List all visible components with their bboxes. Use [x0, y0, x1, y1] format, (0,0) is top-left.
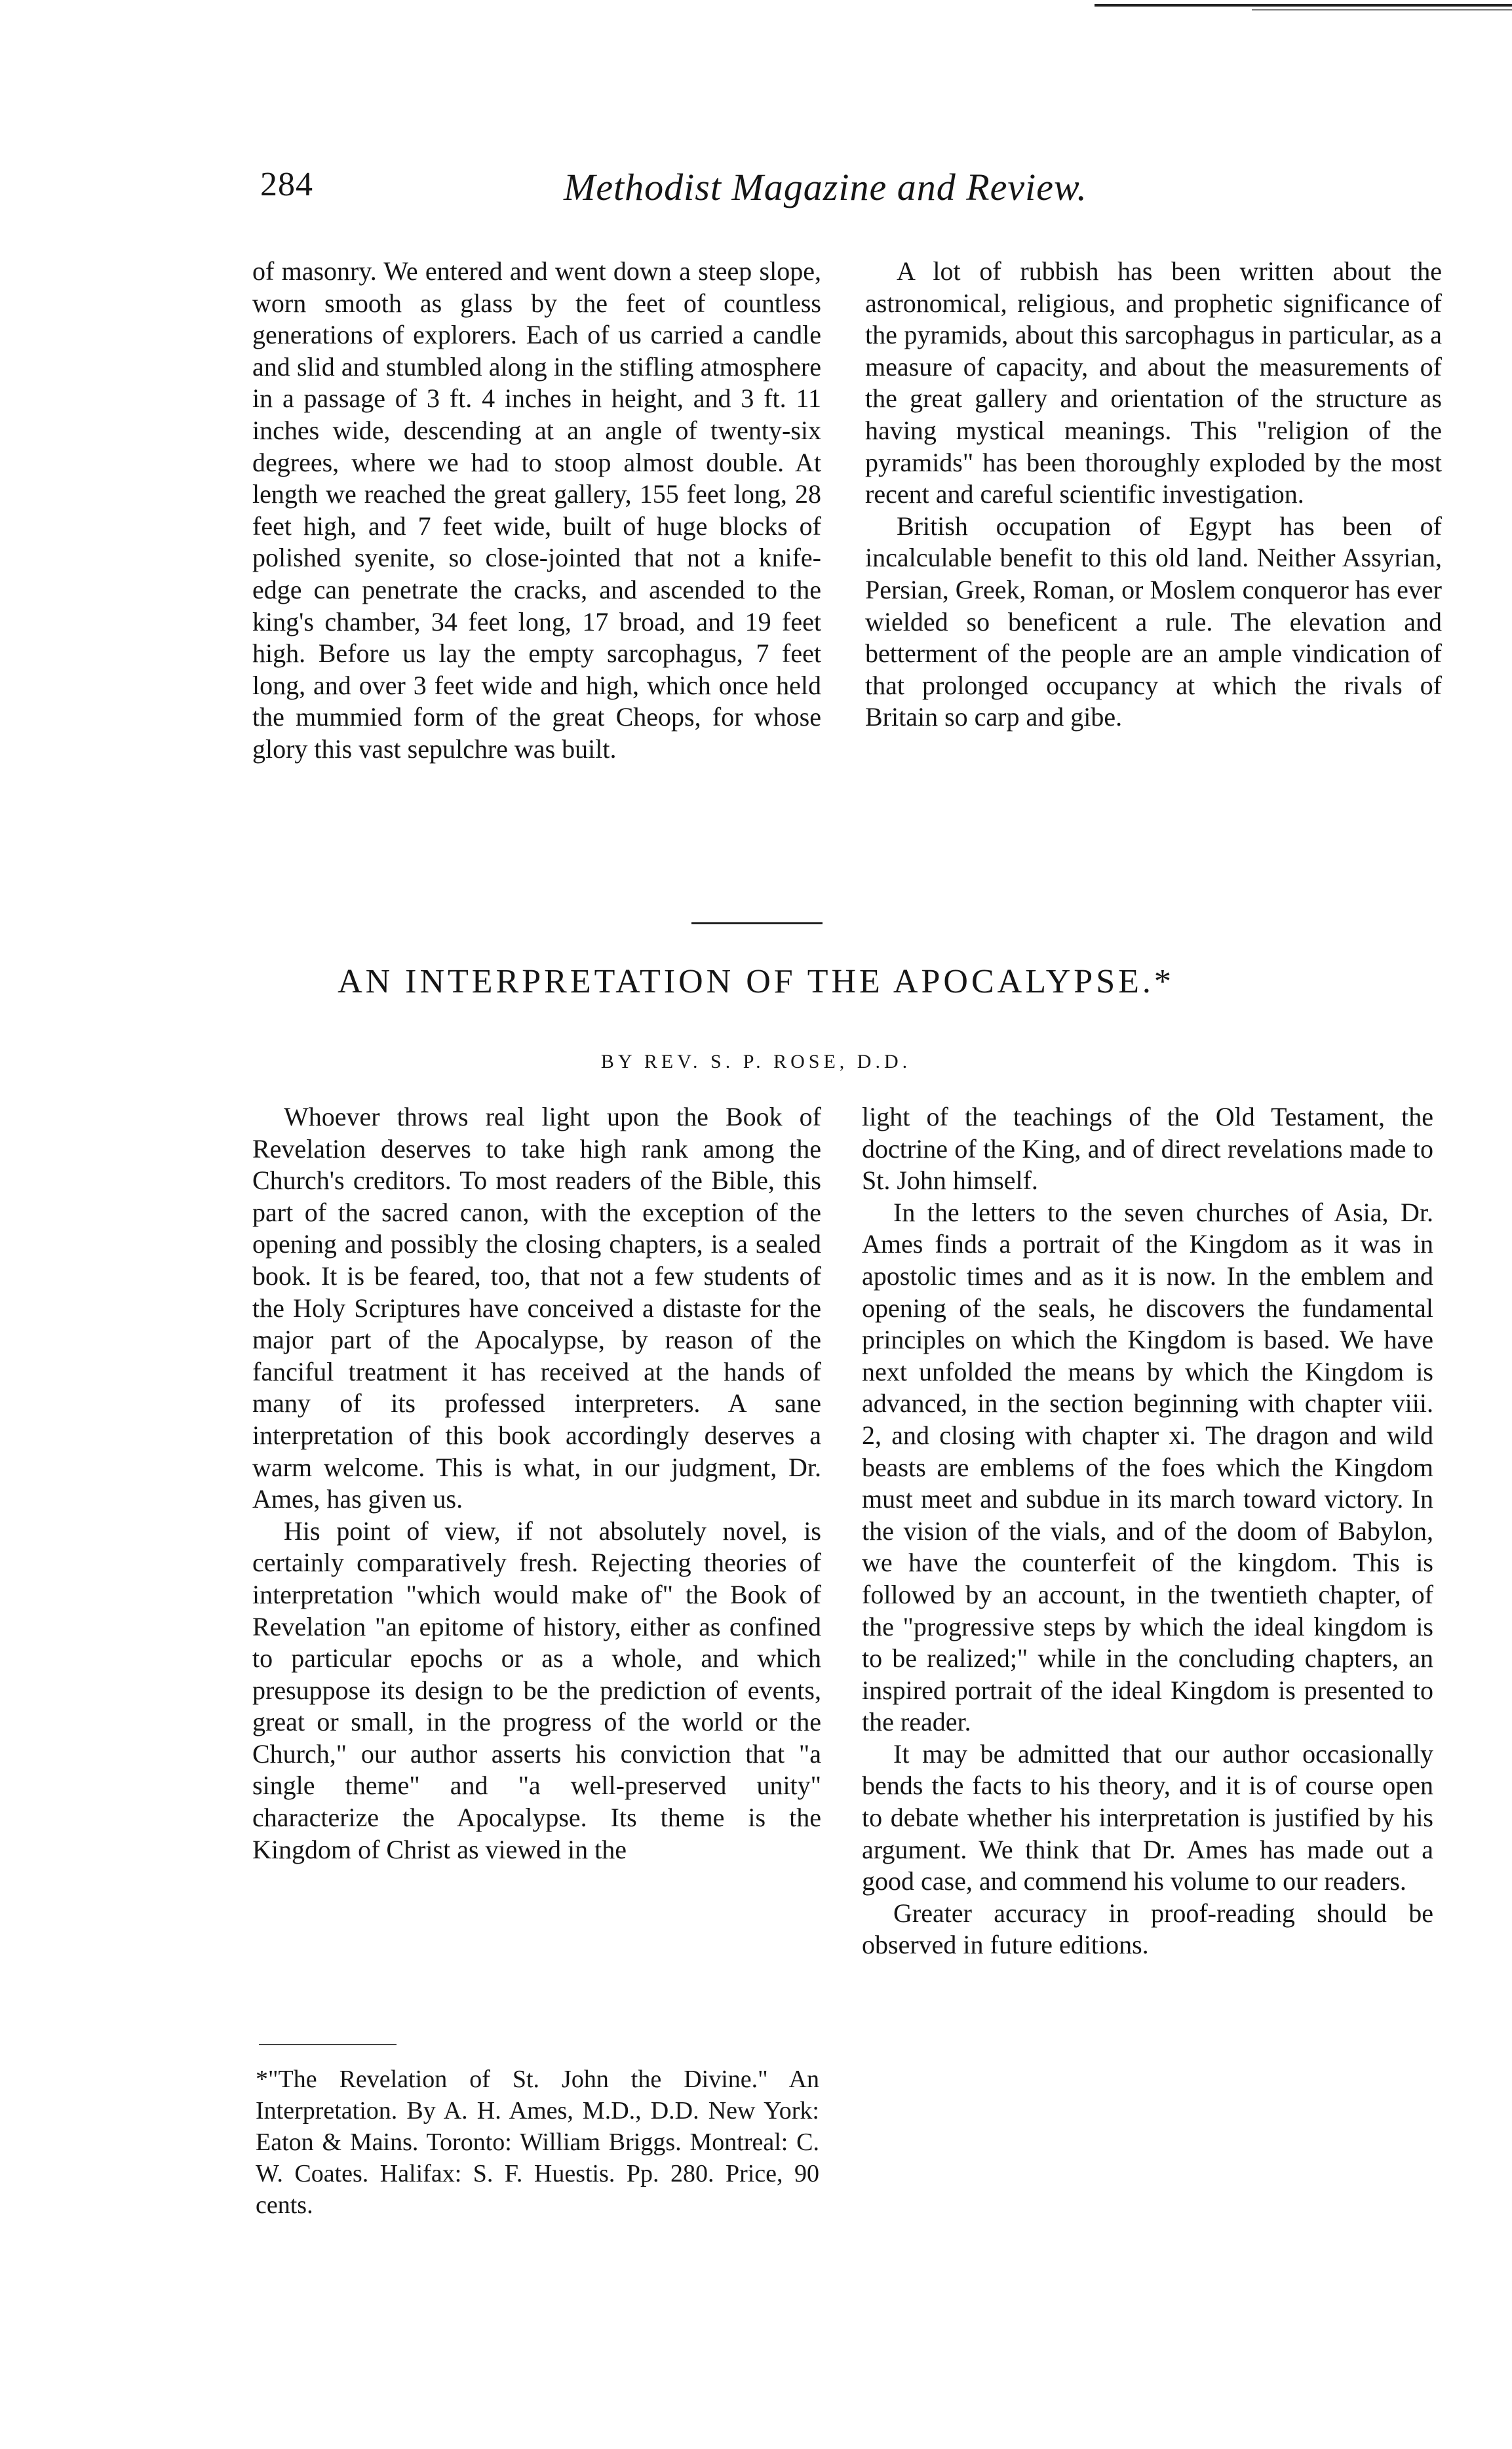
paragraph: A lot of rubbish has been written about the astronomical, religious, and prophetic significance of the pyramids, about this sarcophagus in particular, as a measure of capacity, and about the measurements of the great gallery and orientation of the structure as having mystical meanings. This "religion of the pyramids" has been thoroughly exploded by the most recent and careful scientific investigation.: [865, 256, 1442, 509]
paragraph: light of the teachings of the Old Testament, the doctrine of the King, and of direct revelations made to St. John himself.: [862, 1102, 1433, 1196]
paragraph: Greater accuracy in proof-reading should be observed in future editions.: [862, 1898, 1433, 1960]
bottom-left-column: [252, 1101, 821, 1866]
paragraph: It may be admitted that our author occasionally bends the facts to his theory, and it is of course open to debate whether his interpretation is justified by his argument. We think that Dr. Ames has made out a good case, and commend his volume to our readers.: [862, 1738, 1433, 1896]
article-byline: BY REV. S. P. ROSE, D.D.: [600, 1051, 912, 1072]
footnote-divider: [259, 2044, 397, 2045]
paragraph: of masonry. We entered and went down a steep slope, worn smooth as glass by the feet of countless generations of explorers. Each of us carried a candle and slid and stumbled along in the stifling atmosphere in a passage of 3 ft. 4 inches in height, and 3 ft. 11 inches wide, descending at an angle of twenty-six degrees, where we had to stoop almost double. At length we reached the great gallery, 155 feet long, 28 feet high, and 7 feet wide, built of huge blocks of polished syenite, so close-jointed that not a knife-edge can penetrate the cracks, and ascended to the king's chamber, 34 feet long, 17 broad, and 19 feet high. Before us lay the empty sarcophagus, 7 feet long, and over 3 feet wide and high, which once held the mummied form of the great Cheops, for whose glory this vast sepulchre was built.: [252, 256, 821, 764]
page-number: 284: [260, 166, 313, 203]
paragraph: His point of view, if not absolutely novel, is certainly comparatively fresh. Rejecting theories of interpretation "which would make of" the Book of Revelation "an epitome of history, either as confined to particular epochs or as a whole, and which presuppose its design to be the prediction of events, great or small, in the progress of the world or the Church," our author asserts his conviction that "a single theme" and "a well-preserved unity" characterize the Apocalypse. Its theme is the Kingdom of Christ as viewed in the: [252, 1516, 821, 1864]
top-left-column: [252, 256, 821, 766]
paragraph: British occupation of Egypt has been of incalculable benefit to this old land. Neither Assyrian, Persian, Greek, Roman, or Moslem conqueror has ever wielded so beneficent a rule. The elevation and betterment of the people are an ample vindication of that prolonged occupancy at which the rivals of Britain so carp and gibe.: [865, 511, 1442, 732]
section-divider: [691, 922, 823, 924]
scan-edge-line: [1095, 4, 1512, 7]
page-header: [0, 165, 1512, 218]
top-right-column: [865, 256, 1442, 734]
scan-edge-line-secondary: [1252, 9, 1512, 10]
paragraph: Whoever throws real light upon the Book of Revelation deserves to take high rank among the Church's creditors. To most readers of the Bible, this part of the sacred canon, with the exception of the opening and possibly the closing chapters, is a sealed book. It is be feared, too, that not a few students of the Holy Scriptures have conceived a distaste for the major part of the Apocalypse, by reason of the fanciful treatment it has received at the hands of many of its professed interpreters. A sane interpretation of this book accordingly deserves a warm welcome. This is what, in our judgment, Dr. Ames, has given us.: [252, 1102, 821, 1514]
bottom-right-column: [862, 1101, 1433, 1961]
running-head: Methodist Magazine and Review.: [564, 166, 1087, 208]
article-title: AN INTERPRETATION OF THE APOCALYPSE.*: [338, 963, 1174, 1000]
paragraph: In the letters to the seven churches of Asia, Dr. Ames finds a portrait of the Kingdom as it was in apostolic times and as it is now. In the emblem and opening of the seals, he discovers the fundamental principles on which the Kingdom is based. We have next unfolded the means by which the Kingdom is advanced, in the section beginning with chapter viii. 2, and closing with chapter xi. The dragon and wild beasts are emblems of the foes which the Kingdom must meet and subdue in its march toward victory. In the vision of the vials, and of the doom of Babylon, we have the counterfeit of the kingdom. This is followed by an account, in the twentieth chapter, of the "progressive steps by which the ideal kingdom is to be realized;" while in the concluding chapters, an inspired portrait of the ideal Kingdom is presented to the reader.: [862, 1197, 1433, 1737]
footnote: *"The Revelation of St. John the Divine." An Interpretation. By A. H. Ames, M.D., D.D. New York: Eaton & Mains. Toronto: William Briggs. Montreal: C. W. Coates. Halifax: S. F. Huestis. Pp. 280. Price, 90 cents.: [256, 2066, 819, 2219]
